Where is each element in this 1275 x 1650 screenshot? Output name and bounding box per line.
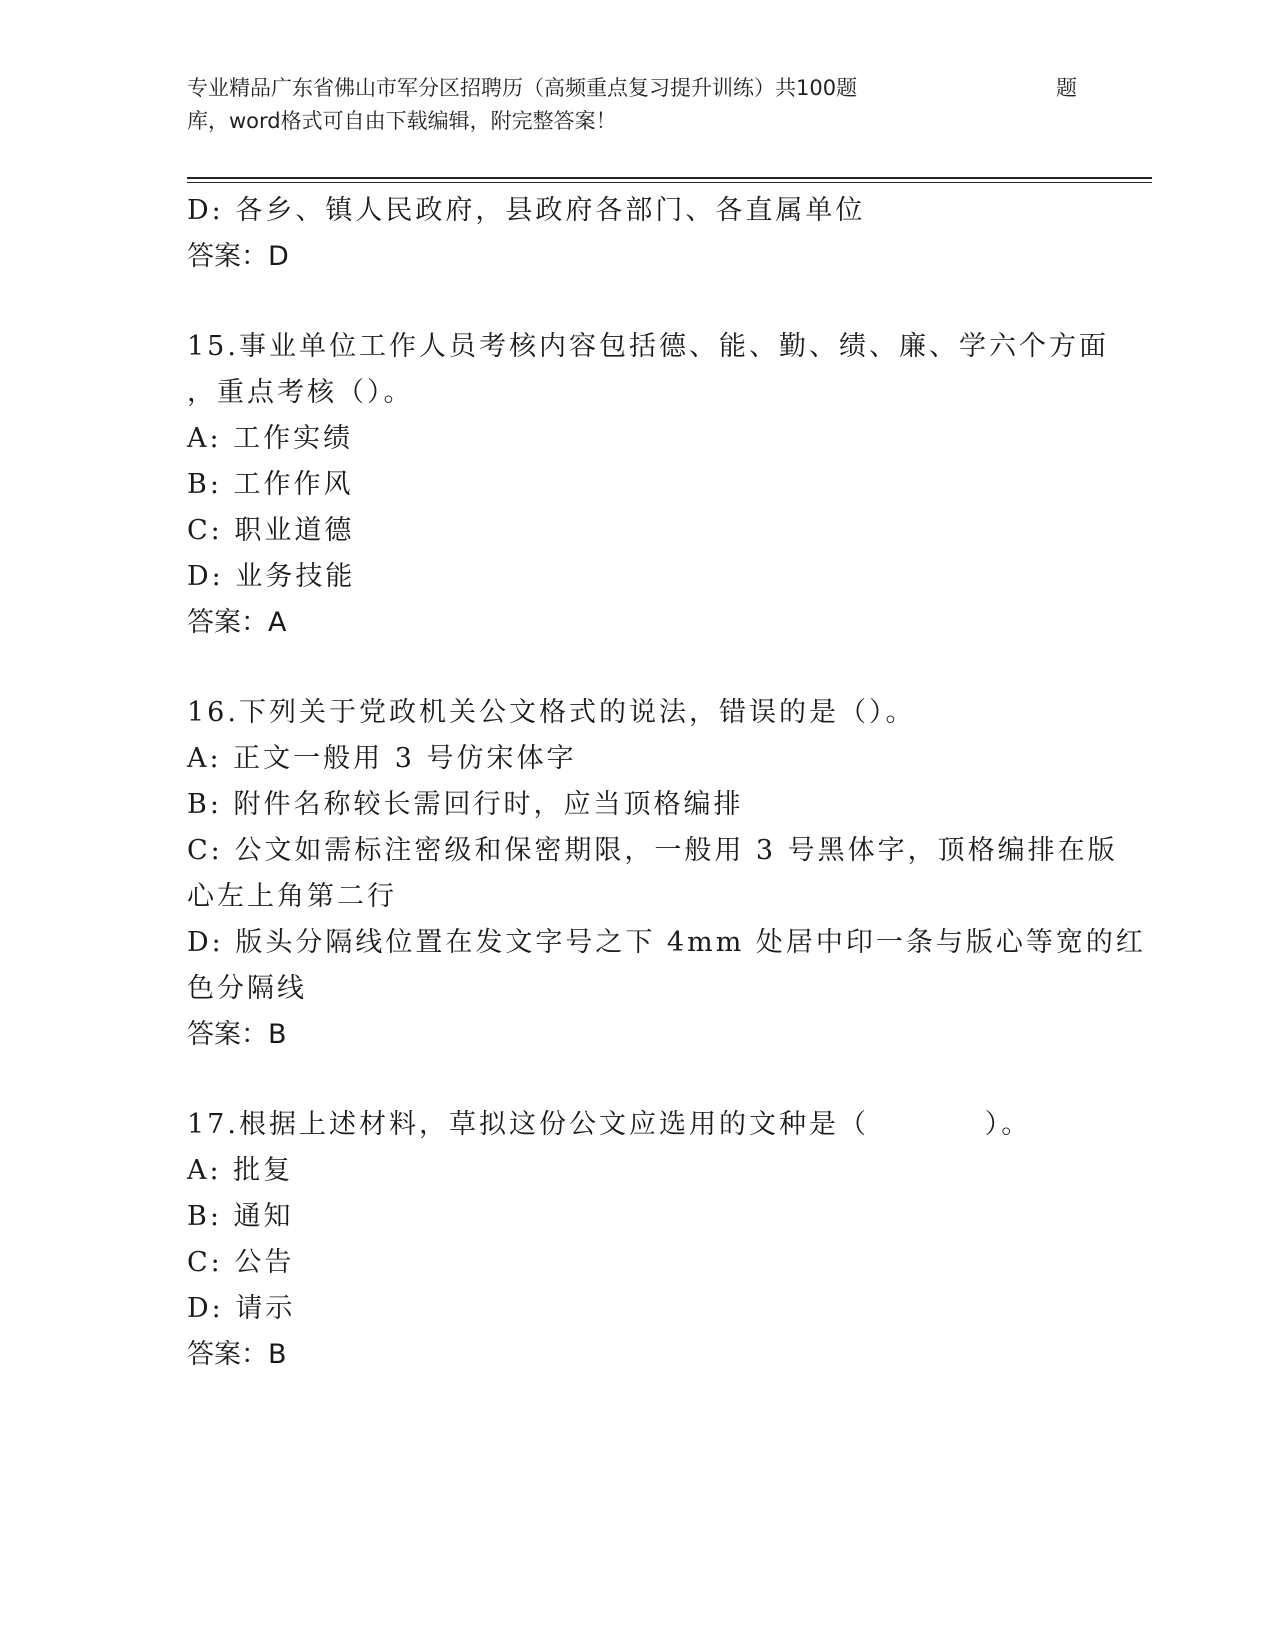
q17-stem: 17.根据上述材料，草拟这份公文应选用的文种是（ ）。: [187, 1109, 1032, 1140]
document-header: [187, 72, 1087, 138]
q16-answer: 答案：B: [187, 1019, 287, 1050]
q15-option-c: C: 职业道德: [187, 515, 355, 546]
header-rule-thin: [187, 182, 1152, 183]
header-line-2: 库，word格式可自由下载编辑，附完整答案！: [187, 109, 617, 133]
q15-stem-line-1: 15.事业单位工作人员考核内容包括德、能、勤、绩、廉、学六个方面: [187, 331, 1109, 362]
q16-option-d-line-2: 色分隔线: [187, 973, 307, 1004]
question-15: [187, 324, 1109, 646]
q14-answer: 答案：D: [187, 241, 289, 272]
q17-option-a: A: 批复: [187, 1155, 294, 1186]
spacer: [187, 1058, 1087, 1102]
header-title-tail: 题: [1056, 76, 1077, 100]
spacer: [187, 280, 1087, 324]
q16-option-c-line-1: C: 公文如需标注密级和保密期限，一般用 3 号黑体字，顶格编排在版: [187, 835, 1118, 866]
q15-option-d: D: 业务技能: [187, 561, 356, 592]
header-rule-thick: [187, 177, 1152, 179]
q15-option-b: B: 工作作风: [187, 469, 354, 500]
question-17: [187, 1102, 1087, 1378]
q17-answer: 答案：B: [187, 1339, 287, 1370]
question-14-tail: [187, 188, 1087, 280]
spacer: [187, 646, 1087, 690]
q15-option-a: A: 工作实绩: [187, 423, 354, 454]
q16-stem: 16.下列关于党政机关公文格式的说法，错误的是（）。: [187, 697, 916, 728]
document-body: [187, 188, 1146, 1378]
q17-option-d: D: 请示: [187, 1293, 296, 1324]
header-title: 专业精品广东省佛山市军分区招聘历（高频重点复习提升训练）共100题: [187, 76, 858, 100]
q15-stem-line-2: ，重点考核（）。: [187, 377, 414, 408]
header-line-1: [187, 72, 1087, 105]
q16-option-d-line-1: D: 版头分隔线位置在发文字号之下 4mm 处居中印一条与版心等宽的红: [187, 927, 1146, 958]
q15-answer: 答案：A: [187, 607, 287, 638]
q17-option-c: C: 公告: [187, 1247, 295, 1278]
q17-option-b: B: 通知: [187, 1201, 294, 1232]
q16-option-b: B: 附件名称较长需回行时，应当顶格编排: [187, 789, 744, 820]
q14-option-d: D: 各乡、镇人民政府，县政府各部门、各直属单位: [187, 195, 866, 226]
q16-option-c-line-2: 心左上角第二行: [187, 881, 397, 912]
q16-option-a: A: 正文一般用 3 号仿宋体字: [187, 743, 577, 774]
question-16: [187, 690, 1146, 1058]
